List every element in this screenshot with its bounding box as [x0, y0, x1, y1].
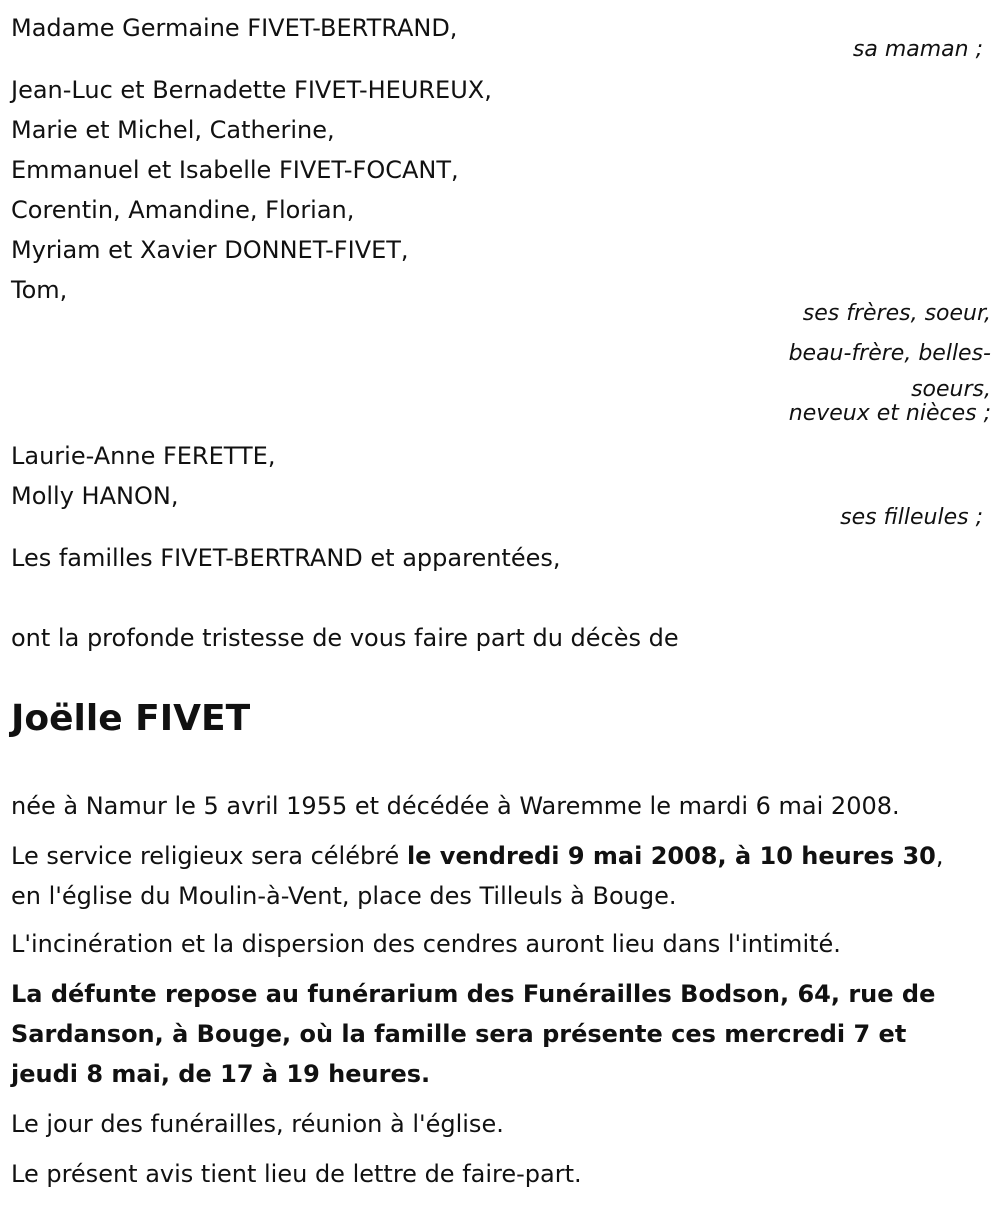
- announcement: ont la profonde tristesse de vous faire part du décès de: [11, 624, 679, 652]
- sibling-line: Emmanuel et Isabelle FIVET-FOCANT,: [11, 156, 459, 184]
- siblings-role-line-1: ses frères, soeur,: [802, 301, 991, 326]
- notice-line: Le présent avis tient lieu de lettre de faire-part.: [11, 1160, 582, 1188]
- sibling-line: Corentin, Amandine, Florian,: [11, 196, 355, 224]
- families-line: Les familles FIVET-BERTRAND et apparentées,: [11, 544, 561, 572]
- goddaughters-role: ses filleules ;: [840, 505, 983, 530]
- sibling-line: Tom,: [11, 276, 68, 304]
- goddaughter-line: Molly HANON,: [11, 482, 179, 510]
- mother-name: Madame Germaine FIVET-BERTRAND,: [11, 14, 458, 42]
- sibling-line: Marie et Michel, Catherine,: [11, 116, 335, 144]
- service-place: en l'église du Moulin-à-Vent, place des Tilleuls à Bouge.: [11, 882, 677, 910]
- birth-death-line: née à Namur le 5 avril 1955 et décédée à Waremme le mardi 6 mai 2008.: [11, 792, 900, 820]
- meeting-line: Le jour des funérailles, réunion à l'église.: [11, 1110, 504, 1138]
- service-prefix: Le service religieux sera célébré: [11, 842, 407, 870]
- service-suffix: ,: [935, 842, 944, 870]
- sibling-line: Myriam et Xavier DONNET-FIVET,: [11, 236, 409, 264]
- deceased-name: Joëlle FIVET: [11, 698, 251, 739]
- sibling-line: Jean-Luc et Bernadette FIVET-HEUREUX,: [11, 76, 492, 104]
- siblings-role-line-3: neveux et nièces ;: [788, 401, 991, 426]
- siblings-role-line-2a: beau-frère, belles-: [788, 341, 991, 366]
- service-date: le vendredi 9 mai 2008, à 10 heures 30: [406, 842, 936, 870]
- siblings-role-line-2b: soeurs,: [911, 377, 991, 402]
- cremation-line: L'incinération et la dispersion des cendres auront lieu dans l'intimité.: [11, 930, 841, 958]
- goddaughter-line: Laurie-Anne FERETTE,: [11, 442, 276, 470]
- funeral-home-paragraph: La défunte repose au funérarium des Funérailles Bodson, 64, rue de Sardanson, à Bouge, où la famille sera présente ces mercredi 7 et jeudi 8 mai, de 17 à 19 heures.: [11, 980, 936, 1088]
- service-paragraph: [11, 836, 991, 916]
- mother-role: sa maman ;: [852, 37, 983, 62]
